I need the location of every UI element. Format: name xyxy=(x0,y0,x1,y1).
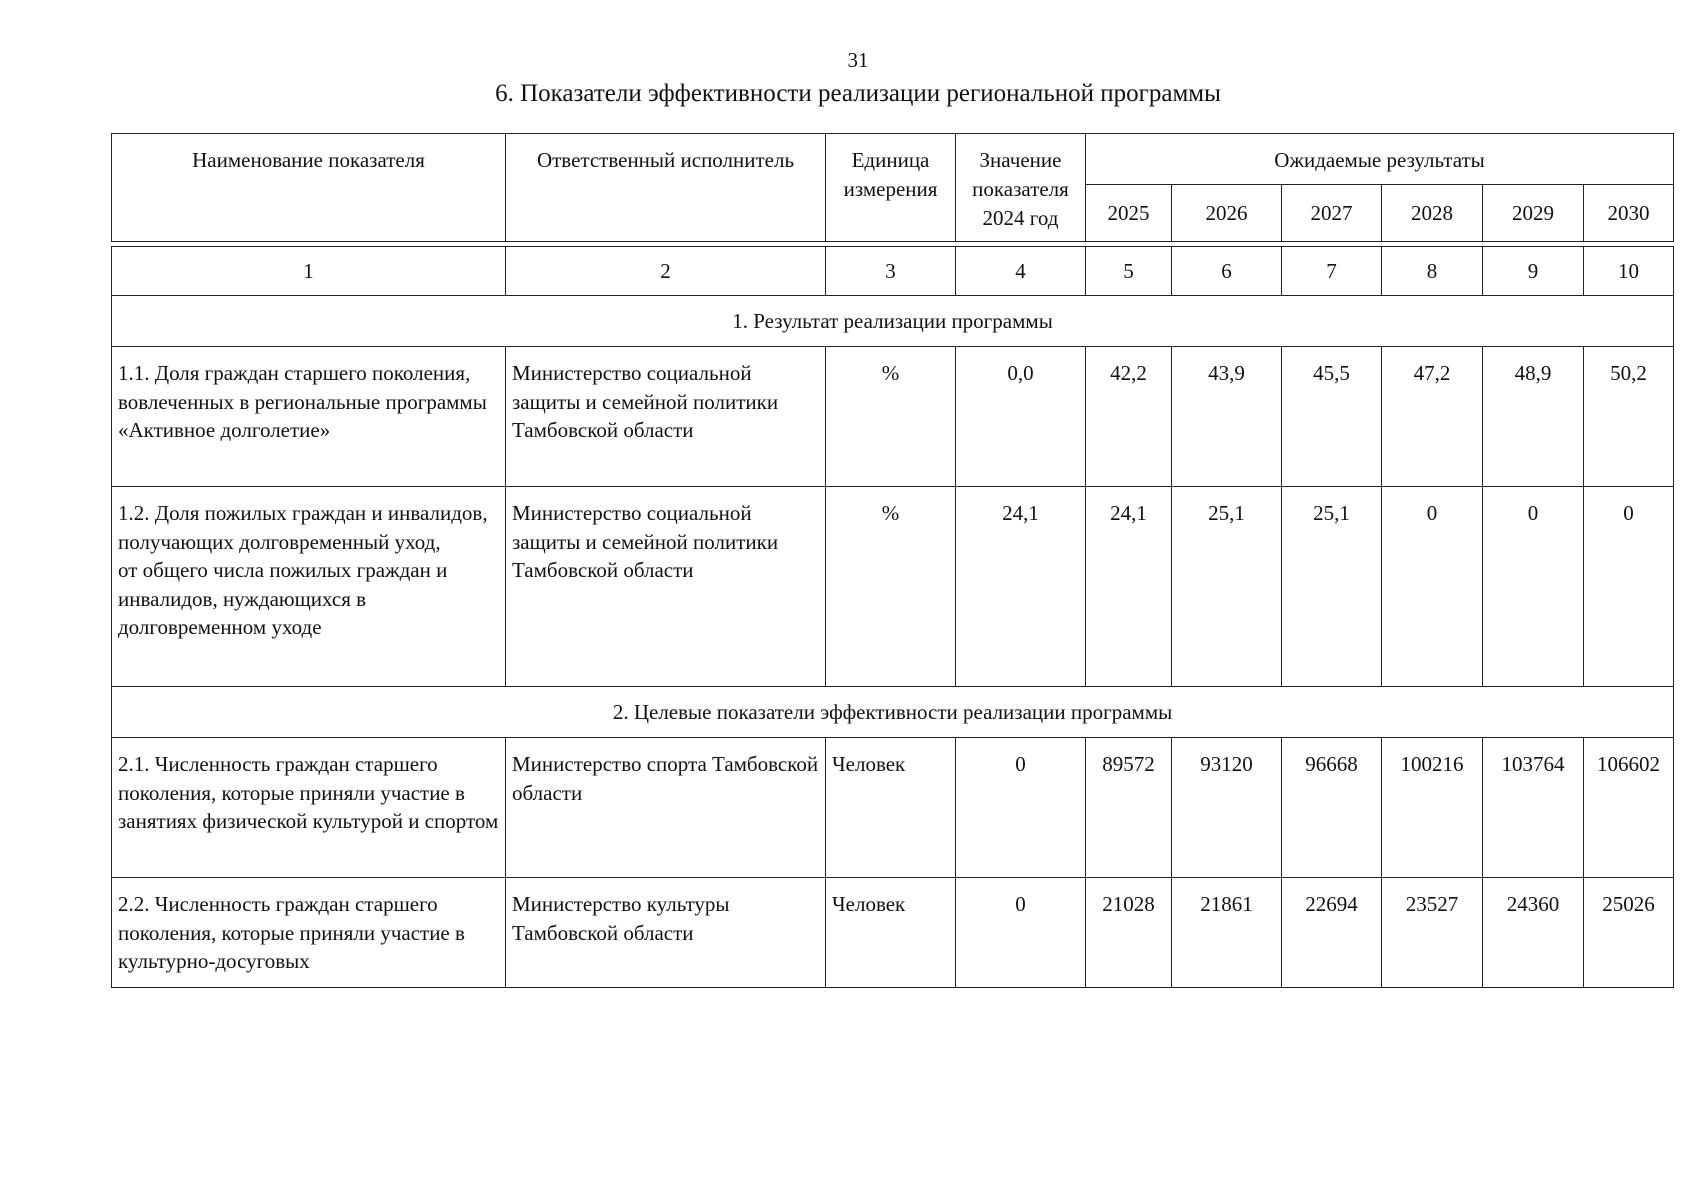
page-number: 31 xyxy=(847,48,869,72)
header-year: 2027 xyxy=(1282,185,1382,242)
indicator-value: 24,1 xyxy=(1086,487,1172,687)
indicator-value: 0 xyxy=(1382,487,1483,687)
header-year: 2030 xyxy=(1584,185,1674,242)
column-number: 9 xyxy=(1483,247,1584,296)
indicator-executor: Министерство спорта Тамбовской области xyxy=(506,738,826,878)
indicator-value: 22694 xyxy=(1282,878,1382,988)
indicator-value-2024: 0,0 xyxy=(956,347,1086,487)
indicator-value: 45,5 xyxy=(1282,347,1382,487)
indicator-value: 23527 xyxy=(1382,878,1483,988)
header-value-2024: Значение показателя 2024 год xyxy=(956,134,1086,242)
indicator-name: 1.2. Доля пожилых граждан и инвалидов, получающих долговременный уход, от общего числа пожилых граждан и инвалидов, нуждающихся в долговременном уходе xyxy=(112,487,506,687)
indicator-value: 42,2 xyxy=(1086,347,1172,487)
header-name: Наименование показателя xyxy=(112,134,506,242)
column-number: 4 xyxy=(956,247,1086,296)
indicator-value-2024: 0 xyxy=(956,878,1086,988)
column-number: 5 xyxy=(1086,247,1172,296)
column-number: 6 xyxy=(1172,247,1282,296)
header-year: 2028 xyxy=(1382,185,1483,242)
indicator-name: 2.1. Численность граждан старшего поколения, которые приняли участие в занятиях физической культурой и спортом xyxy=(112,738,506,878)
header-unit: Единица измерения xyxy=(826,134,956,242)
indicators-table xyxy=(111,133,1674,988)
table-row xyxy=(112,347,1674,487)
indicator-value-2024: 0 xyxy=(956,738,1086,878)
indicator-value: 21861 xyxy=(1172,878,1282,988)
indicator-unit: Человек xyxy=(826,878,956,988)
indicator-unit: % xyxy=(826,347,956,487)
indicator-unit: Человек xyxy=(826,738,956,878)
indicator-executor: Министерство социальной защиты и семейной политики Тамбовской области xyxy=(506,347,826,487)
header-year: 2025 xyxy=(1086,185,1172,242)
indicator-value: 25,1 xyxy=(1282,487,1382,687)
page-title: 6. Показатели эффективности реализации региональной программы xyxy=(495,80,1221,107)
indicator-value-2024: 24,1 xyxy=(956,487,1086,687)
indicator-value: 0 xyxy=(1584,487,1674,687)
section-title: 2. Целевые показатели эффективности реализации программы xyxy=(112,687,1674,738)
header-executor: Ответственный исполнитель xyxy=(506,134,826,242)
indicator-unit: % xyxy=(826,487,956,687)
indicator-value: 100216 xyxy=(1382,738,1483,878)
column-number: 10 xyxy=(1584,247,1674,296)
table-row xyxy=(112,878,1674,988)
table-row xyxy=(112,487,1674,687)
section-title: 1. Результат реализации программы xyxy=(112,296,1674,347)
column-number: 8 xyxy=(1382,247,1483,296)
indicator-value: 96668 xyxy=(1282,738,1382,878)
indicator-value: 93120 xyxy=(1172,738,1282,878)
indicator-value: 47,2 xyxy=(1382,347,1483,487)
header-expected-results: Ожидаемые результаты xyxy=(1086,134,1674,185)
table-row xyxy=(112,738,1674,878)
indicator-name: 1.1. Доля граждан старшего поколения, вовлеченных в региональные программы «Активное долголетие» xyxy=(112,347,506,487)
indicator-executor: Министерство культуры Тамбовской области xyxy=(506,878,826,988)
column-number: 1 xyxy=(112,247,506,296)
indicator-value: 89572 xyxy=(1086,738,1172,878)
indicator-value: 48,9 xyxy=(1483,347,1584,487)
column-number: 7 xyxy=(1282,247,1382,296)
column-number: 3 xyxy=(826,247,956,296)
indicator-value: 43,9 xyxy=(1172,347,1282,487)
column-number: 2 xyxy=(506,247,826,296)
indicator-value: 103764 xyxy=(1483,738,1584,878)
indicator-executor: Министерство социальной защиты и семейной политики Тамбовской области xyxy=(506,487,826,687)
indicator-value: 24360 xyxy=(1483,878,1584,988)
indicator-value: 25026 xyxy=(1584,878,1674,988)
indicator-value: 21028 xyxy=(1086,878,1172,988)
header-year: 2029 xyxy=(1483,185,1584,242)
indicator-value: 25,1 xyxy=(1172,487,1282,687)
indicator-name: 2.2. Численность граждан старшего поколения, которые приняли участие в культурно-досуговых xyxy=(112,878,506,988)
indicator-value: 106602 xyxy=(1584,738,1674,878)
indicator-value: 0 xyxy=(1483,487,1584,687)
indicator-value: 50,2 xyxy=(1584,347,1674,487)
header-year: 2026 xyxy=(1172,185,1282,242)
